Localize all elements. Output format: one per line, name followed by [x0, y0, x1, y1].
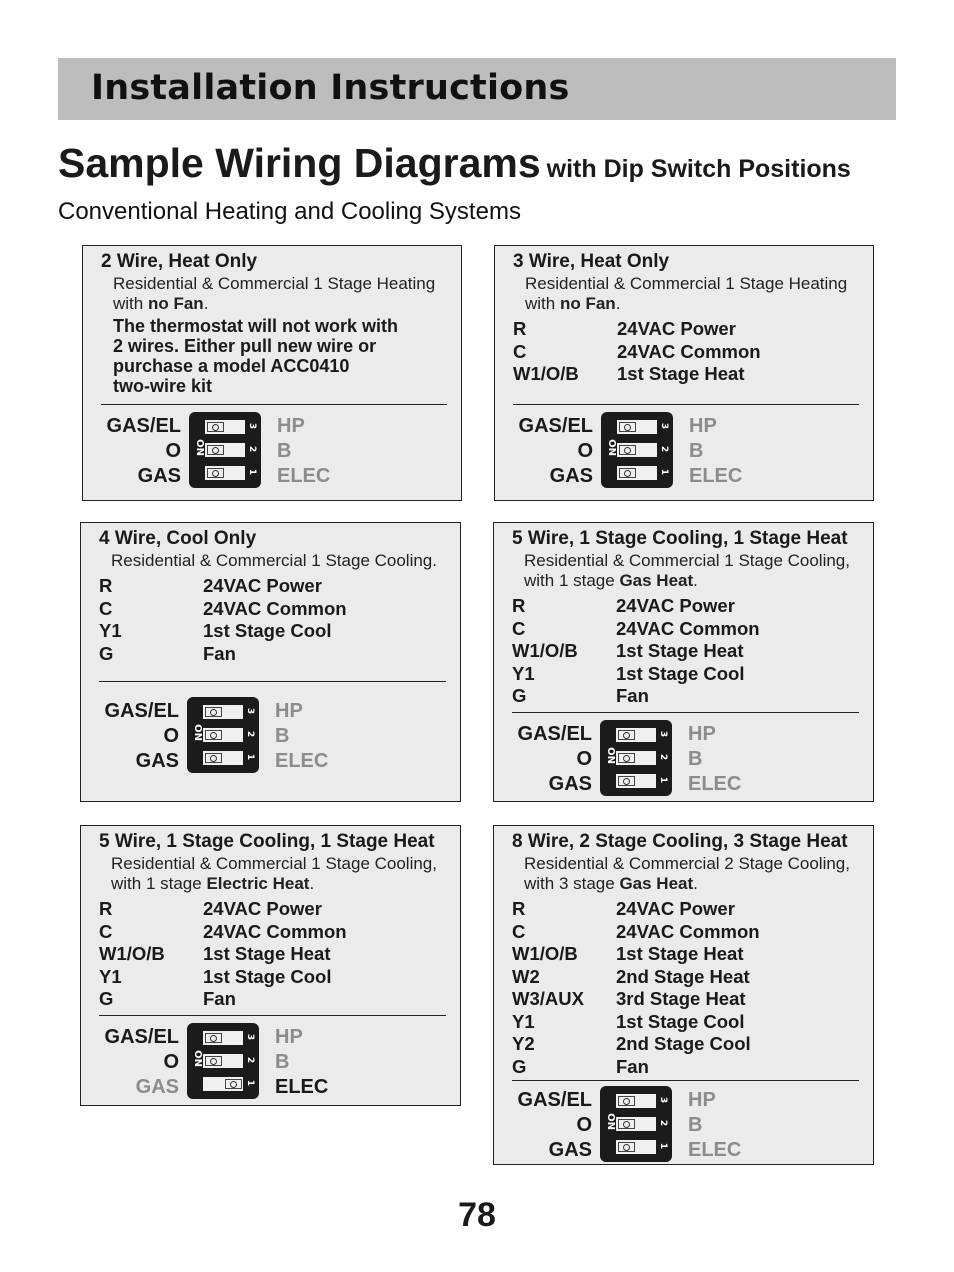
wire-row [512, 966, 859, 989]
wire-function: 24VAC Common [616, 617, 760, 639]
dip-number: 3 [247, 422, 258, 430]
dip-switch-block [512, 722, 852, 798]
wire-row [512, 1056, 859, 1079]
wire-row [99, 898, 446, 921]
wire-terminal: G [512, 685, 527, 706]
wire-terminal: W1/O/B [99, 943, 165, 964]
dip-right-labels [688, 722, 768, 797]
wire-terminal: Y1 [512, 1010, 535, 1032]
panel-content [99, 527, 446, 665]
panel-content [513, 250, 859, 386]
wire-terminal: C [99, 920, 113, 942]
dip-left-labels [512, 722, 592, 797]
wire-function: 1st Stage Heat [616, 640, 744, 661]
dip-toggle[interactable] [207, 445, 224, 455]
dip-on-label: ON [193, 439, 205, 456]
panel-content [101, 250, 447, 396]
dip-label-right: ELEC [688, 773, 742, 795]
wire-row [99, 643, 446, 666]
wire-function: 1st Stage Heat [617, 363, 745, 384]
wire-terminal: G [99, 642, 114, 664]
panel-title: 2 Wire, Heat Only [101, 251, 258, 272]
dip-on-label: ON [604, 747, 616, 764]
dip-label-left: GAS [548, 773, 592, 795]
desc-emphasis: Electric Heat [206, 874, 310, 893]
desc-suffix: . [693, 571, 698, 590]
divider [99, 1015, 446, 1016]
dip-label-right: HP [275, 1026, 303, 1048]
dip-label-right: B [277, 440, 292, 462]
wire-row [512, 1033, 859, 1056]
dip-label-right: HP [277, 415, 305, 437]
dip-number: 3 [658, 730, 669, 738]
wiring-panel [80, 825, 461, 1106]
dip-left-labels [512, 1088, 592, 1163]
wire-function: 2nd Stage Cool [616, 1033, 751, 1054]
note-line: two-wire kit [113, 376, 213, 396]
panel-content [512, 527, 859, 708]
panel-warning-note [101, 316, 447, 396]
dip-slot [203, 705, 243, 719]
dip-label-right: ELEC [275, 750, 329, 772]
dip-label-left: GAS/EL [104, 1026, 179, 1048]
dip-switch [600, 720, 672, 796]
desc-suffix: . [203, 294, 209, 313]
wire-row [512, 595, 859, 618]
wiring-panel [493, 825, 874, 1165]
dip-label-right: HP [688, 723, 716, 745]
dip-label-right: HP [688, 1089, 716, 1111]
wire-function: 24VAC Power [203, 575, 322, 596]
wire-table [512, 595, 859, 708]
dip-number: 3 [245, 1033, 256, 1041]
wire-terminal: W1/O/B [512, 640, 578, 661]
wire-terminal: Y1 [99, 965, 122, 987]
dip-number: 1 [659, 468, 670, 476]
dip-switch-block [99, 1025, 439, 1101]
wire-row [99, 921, 446, 944]
dip-toggle[interactable] [618, 1142, 635, 1152]
wire-function: 24VAC Common [616, 920, 760, 942]
dip-label-left: GAS [135, 750, 179, 772]
dip-toggle[interactable] [618, 753, 635, 763]
divider [512, 712, 859, 713]
wire-table [512, 898, 859, 1078]
panel-description-line2 [99, 874, 446, 894]
wire-row [513, 341, 859, 364]
wire-terminal: Y1 [99, 620, 122, 641]
dip-number: 1 [658, 776, 669, 784]
wire-function: Fan [203, 988, 236, 1009]
wire-terminal: C [99, 597, 113, 619]
panel-description-line2 [512, 874, 859, 894]
wire-terminal: R [512, 595, 526, 616]
wire-terminal: R [513, 318, 527, 339]
page-number: 78 [458, 1196, 496, 1234]
dip-number: 2 [658, 753, 669, 761]
dip-slot [203, 751, 243, 765]
desc-prefix: with [525, 294, 560, 313]
dip-number: 3 [659, 422, 670, 430]
dip-slot [616, 774, 656, 788]
dip-switch-block [512, 1088, 852, 1164]
dip-right-labels [275, 1025, 355, 1100]
dip-slot [205, 420, 245, 434]
dip-number: 2 [658, 1119, 669, 1127]
dip-toggle[interactable] [205, 707, 222, 717]
dip-switch-block [101, 414, 441, 490]
wire-row [512, 921, 859, 944]
wire-row [99, 620, 446, 643]
dip-switch-block [513, 414, 853, 490]
wire-row [512, 618, 859, 641]
divider [101, 404, 447, 405]
desc-prefix: with 1 stage [111, 874, 207, 893]
wire-row [512, 943, 859, 966]
dip-toggle[interactable] [205, 753, 222, 763]
wire-terminal: G [99, 988, 114, 1009]
dip-label-left: GAS [549, 465, 593, 487]
wire-function: 1st Stage Heat [616, 943, 744, 964]
dip-number: 2 [245, 1056, 256, 1064]
dip-label-left: GAS/EL [106, 415, 181, 437]
wire-row [512, 663, 859, 686]
wiring-panel [82, 245, 462, 501]
dip-slot [616, 728, 656, 742]
dip-label-right: B [275, 725, 290, 747]
dip-slot [616, 1094, 656, 1108]
wire-function: 3rd Stage Heat [616, 988, 746, 1009]
panel-title: 4 Wire, Cool Only [99, 528, 257, 549]
dip-number: 1 [245, 753, 256, 761]
panel-description: Residential & Commercial 1 Stage Cooling, [111, 854, 437, 873]
dip-toggle[interactable] [205, 730, 222, 740]
desc-emphasis: Gas Heat [619, 571, 694, 590]
wire-terminal: R [99, 575, 113, 596]
wire-terminal: C [513, 340, 527, 362]
dip-switch [601, 412, 673, 488]
desc-suffix: . [693, 874, 698, 893]
wire-row [512, 898, 859, 921]
page-subtitle: Conventional Heating and Cooling Systems [58, 198, 521, 225]
dip-number: 3 [658, 1096, 669, 1104]
dip-label-right: B [689, 440, 704, 462]
dip-slot [203, 728, 243, 742]
dip-switch [189, 412, 261, 488]
page-title-suffix: with Dip Switch Positions [546, 155, 851, 183]
wire-terminal: Y2 [512, 1033, 535, 1054]
panel-description: Residential & Commercial 1 Stage Cooling, [524, 551, 850, 570]
wire-function: Fan [616, 1055, 649, 1077]
dip-toggle[interactable] [205, 1033, 222, 1043]
dip-toggle[interactable] [618, 776, 635, 786]
dip-number: 1 [247, 468, 258, 476]
panel-description-line2 [512, 571, 859, 591]
divider [512, 1080, 859, 1081]
dip-left-labels [513, 414, 593, 489]
wire-table [99, 898, 446, 1011]
dip-number: 1 [658, 1142, 669, 1150]
wire-function: 2nd Stage Heat [616, 965, 750, 987]
dip-slot [203, 1054, 243, 1068]
desc-prefix: with 1 stage [524, 571, 620, 590]
dip-switch-block [99, 699, 439, 775]
dip-number: 2 [245, 730, 256, 738]
dip-slot [203, 1077, 243, 1091]
wire-terminal: R [512, 898, 526, 919]
dip-toggle[interactable] [207, 422, 224, 432]
wire-function: 24VAC Common [203, 920, 347, 942]
dip-right-labels [688, 1088, 768, 1163]
wire-row [99, 943, 446, 966]
panel-content [99, 830, 446, 1011]
desc-emphasis: Gas Heat [619, 874, 694, 893]
panel-title: 8 Wire, 2 Stage Cooling, 3 Stage Heat [512, 831, 848, 852]
divider [513, 404, 859, 405]
wire-function: 24VAC Power [616, 595, 735, 616]
dip-on-label: ON [604, 1113, 616, 1130]
dip-number: 3 [245, 707, 256, 715]
wire-function: 24VAC Common [203, 597, 347, 619]
wire-terminal: Y1 [512, 662, 535, 684]
wiring-panel [494, 245, 874, 501]
wire-row [513, 363, 859, 386]
wire-function: Fan [616, 685, 649, 706]
note-line: purchase a model ACC0410 [113, 356, 350, 376]
dip-right-labels [277, 414, 357, 489]
desc-prefix: with [113, 294, 148, 313]
dip-on-label: ON [191, 1050, 203, 1067]
divider [99, 681, 446, 682]
dip-label-left: O [165, 440, 181, 462]
dip-toggle[interactable] [619, 468, 636, 478]
dip-label-right: B [688, 748, 703, 770]
wire-function: 24VAC Power [203, 898, 322, 919]
dip-label-right: ELEC [689, 465, 743, 487]
wiring-panel [493, 522, 874, 802]
dip-slot [205, 466, 245, 480]
dip-number: 2 [659, 445, 670, 453]
desc-emphasis: no Fan [147, 294, 204, 313]
wire-function: 1st Stage Cool [616, 1010, 745, 1032]
dip-slot [617, 466, 657, 480]
wire-terminal: C [512, 920, 526, 942]
dip-label-left: GAS/EL [104, 700, 179, 722]
wire-function: 24VAC Power [616, 898, 735, 919]
dip-toggle[interactable] [207, 468, 224, 478]
dip-label-right: ELEC [277, 465, 331, 487]
panel-description: Residential & Commercial 1 Stage Cooling. [111, 551, 437, 570]
wire-terminal: W1/O/B [512, 943, 578, 964]
dip-slot [203, 1031, 243, 1045]
desc-prefix: with 3 stage [524, 874, 620, 893]
panel-content [512, 830, 859, 1078]
dip-label-left: GAS [137, 465, 181, 487]
dip-switch [187, 697, 259, 773]
wire-function: 1st Stage Heat [203, 943, 331, 964]
dip-switch [600, 1086, 672, 1162]
wire-terminal: G [512, 1055, 527, 1077]
wire-terminal: W1/O/B [513, 363, 579, 384]
dip-toggle[interactable] [619, 422, 636, 432]
wire-row [99, 988, 446, 1011]
dip-label-left: O [576, 748, 592, 770]
wire-row [512, 685, 859, 708]
dip-slot [617, 443, 657, 457]
wire-function: 1st Stage Cool [203, 965, 332, 987]
dip-left-labels [101, 414, 181, 489]
wire-row [99, 966, 446, 989]
wire-row [99, 598, 446, 621]
wire-table [513, 318, 859, 386]
header-title: Installation Instructions [91, 68, 570, 108]
wire-function: 1st Stage Cool [616, 662, 745, 684]
wire-terminal: R [99, 898, 113, 919]
wire-function: 24VAC Common [617, 340, 761, 362]
wire-terminal: W2 [512, 965, 540, 987]
dip-slot [616, 1117, 656, 1131]
dip-label-left: O [163, 725, 179, 747]
dip-on-label: ON [191, 724, 203, 741]
dip-slot [616, 751, 656, 765]
wire-row [99, 575, 446, 598]
wire-function: 1st Stage Cool [203, 620, 332, 641]
panel-description-line2 [513, 294, 859, 314]
wire-table [99, 575, 446, 665]
dip-label-left: O [577, 440, 593, 462]
dip-label-left: GAS [548, 1139, 592, 1161]
panel-title: 5 Wire, 1 Stage Cooling, 1 Stage Heat [99, 831, 435, 852]
dip-right-labels [275, 699, 355, 774]
page-title-main: Sample Wiring Diagrams [58, 140, 541, 186]
dip-label-right: B [688, 1114, 703, 1136]
panel-description: Residential & Commercial 2 Stage Cooling, [524, 854, 850, 873]
dip-toggle[interactable] [618, 1096, 635, 1106]
dip-toggle[interactable] [205, 1056, 222, 1066]
header-band [58, 58, 896, 120]
note-line: The thermostat will not work with [113, 316, 399, 336]
wire-function: Fan [203, 642, 236, 664]
panel-description-line2 [101, 294, 447, 314]
dip-label-left: O [163, 1051, 179, 1073]
dip-toggle[interactable] [618, 1119, 635, 1129]
wire-row [512, 1011, 859, 1034]
desc-suffix: . [309, 874, 315, 893]
dip-label-right: HP [275, 700, 303, 722]
dip-toggle[interactable] [225, 1079, 242, 1089]
wire-row [512, 640, 859, 663]
dip-label-right: ELEC [275, 1076, 329, 1098]
desc-emphasis: no Fan [559, 294, 616, 313]
dip-toggle[interactable] [619, 445, 636, 455]
dip-on-label: ON [605, 439, 617, 456]
dip-slot [616, 1140, 656, 1154]
wire-row [512, 988, 859, 1011]
dip-label-left: O [576, 1114, 592, 1136]
panel-title: 3 Wire, Heat Only [513, 251, 670, 272]
dip-right-labels [689, 414, 769, 489]
dip-slot [617, 420, 657, 434]
note-line: 2 wires. Either pull new wire or [113, 336, 377, 356]
dip-label-right: B [275, 1051, 290, 1073]
dip-label-right: HP [689, 415, 717, 437]
dip-switch [187, 1023, 259, 1099]
dip-label-right: ELEC [688, 1139, 742, 1161]
panel-title: 5 Wire, 1 Stage Cooling, 1 Stage Heat [512, 528, 848, 549]
dip-slot [205, 443, 245, 457]
wiring-panel [80, 522, 461, 802]
panel-description: Residential & Commercial 1 Stage Heating [113, 274, 436, 293]
wire-terminal: W3/AUX [512, 988, 584, 1009]
dip-label-left: GAS/EL [518, 415, 593, 437]
wire-function: 24VAC Power [617, 318, 736, 339]
dip-label-left: GAS [135, 1076, 179, 1098]
dip-label-left: GAS/EL [517, 1089, 592, 1111]
dip-number: 2 [247, 445, 258, 453]
dip-left-labels [99, 699, 179, 774]
desc-suffix: . [615, 294, 621, 313]
dip-label-left: GAS/EL [517, 723, 592, 745]
wire-terminal: C [512, 617, 526, 639]
page-title [58, 140, 851, 187]
wire-row [513, 318, 859, 341]
panel-description: Residential & Commercial 1 Stage Heating [525, 274, 848, 293]
dip-toggle[interactable] [618, 730, 635, 740]
dip-number: 1 [245, 1079, 256, 1087]
dip-left-labels [99, 1025, 179, 1100]
